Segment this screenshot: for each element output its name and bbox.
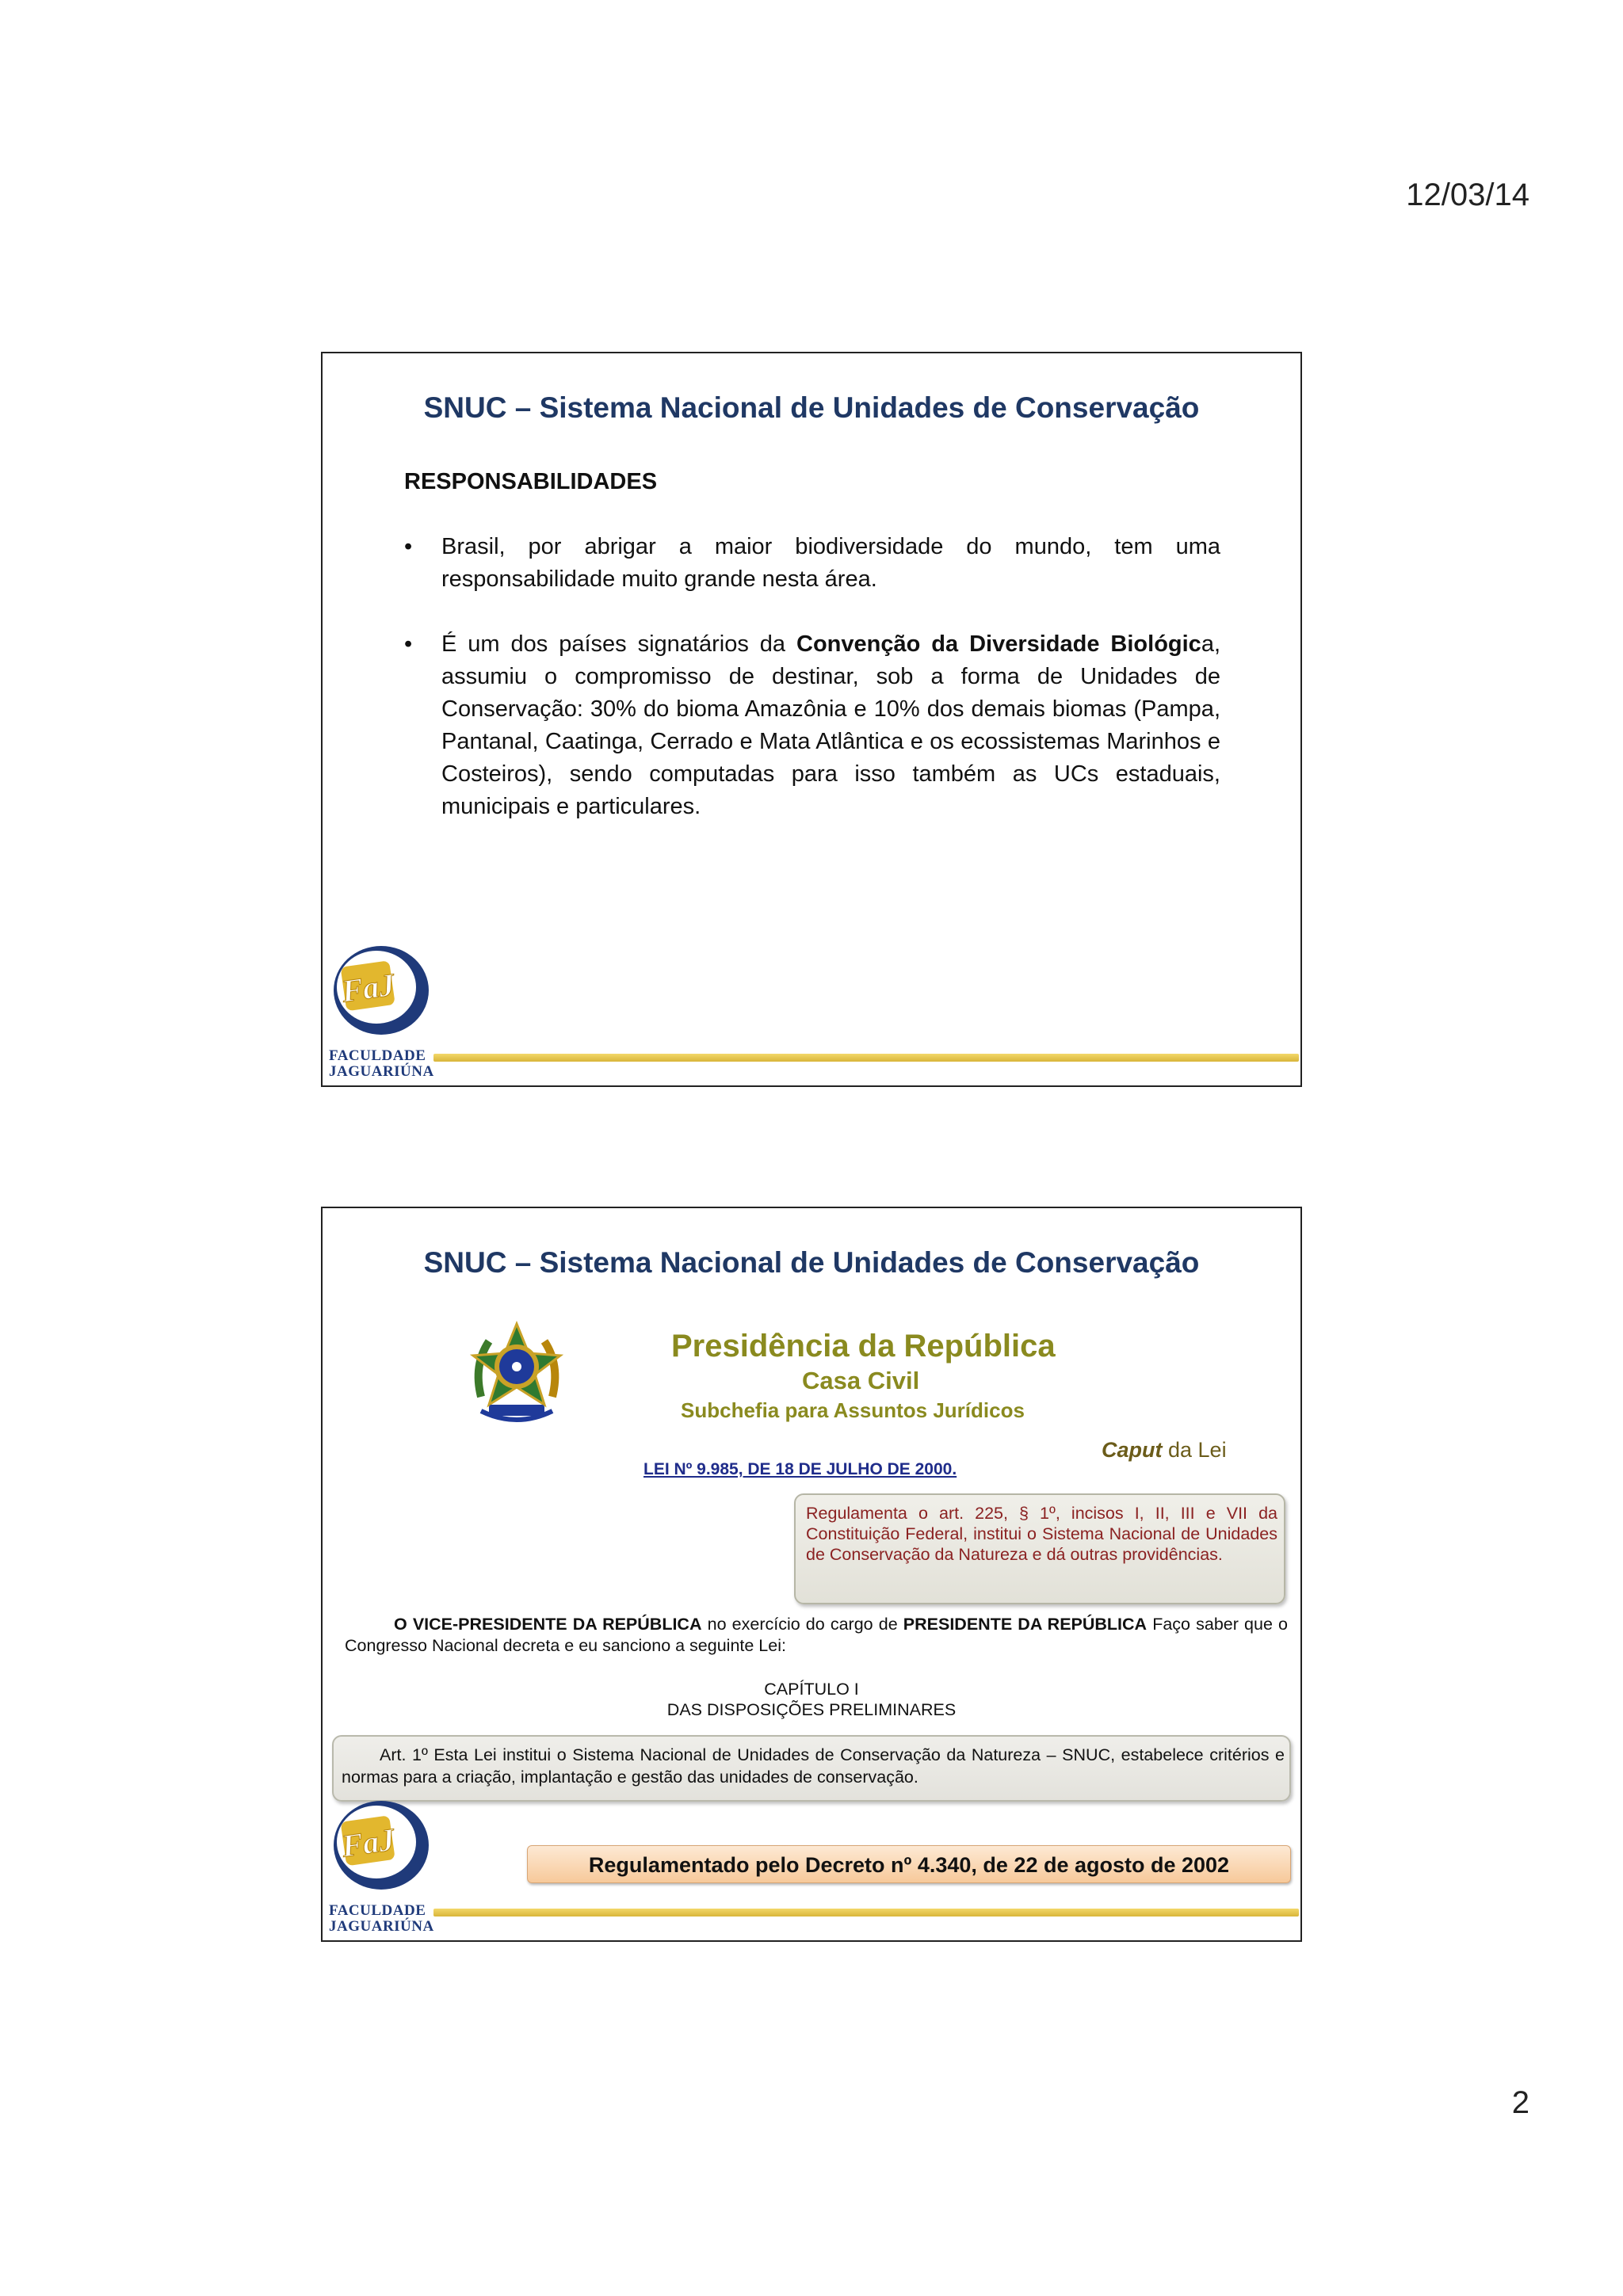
faculdade-logo [326,1796,433,1939]
bullet-icon: • [404,631,413,657]
bullet-text-pre: É um dos países signatários da [441,631,797,657]
logo-text-line2: JAGUARIÚNA [329,1063,434,1080]
decreto-text: Regulamentado pelo Decreto nº 4.340, de 22 de agosto de 2002 [588,1853,1230,1877]
faculdade-logo [326,941,433,1084]
vice-bold-1: O VICE-PRESIDENTE DA REPÚBLICA [394,1615,702,1634]
coat-of-arms-icon [465,1318,568,1428]
subchefia: Subchefia para Assuntos Jurídicos [681,1398,1025,1422]
page-number: 2 [1511,2085,1529,2120]
svg-text:FaJ: FaJ [339,966,397,1009]
bullet-text-bold: Convenção da Diversidade Biológic [796,631,1201,657]
bullet-text-post: a, assumiu o compromisso de destinar, sob a forma de Unidades de Conservação: 30% do bioma Amazônia e 10% dos demais biomas (Pampa, Pantanal, Caatinga, Cerrado e Mata Atlântica e os ecossistemas Marinhos e Costeiros), sendo computadas para isso também as UCs estaduais, municipais e particulares. [441,631,1220,819]
presidencia-title: Presidência da República [671,1329,1056,1363]
capitulo-number: CAPÍTULO I [764,1680,859,1699]
bullet-list [404,531,1220,856]
caput-italic: Caput [1102,1438,1163,1462]
vice-bold-2: PRESIDENTE DA REPÚBLICA [903,1615,1148,1634]
gold-divider [433,1054,1299,1062]
casa-civil: Casa Civil [802,1367,920,1394]
bullet-item [404,531,1220,596]
capitulo-heading [323,1679,1300,1720]
slide-title: SNUC – Sistema Nacional de Unidades de Conservação [423,1246,1200,1279]
lei-link[interactable]: LEI Nº 9.985, DE 18 DE JULHO DE 2000. [643,1460,957,1478]
logo-text-line1: FACULDADE [329,1047,426,1064]
section-heading: RESPONSABILIDADES [404,469,658,494]
logo-text-line2: JAGUARIÚNA [329,1918,434,1935]
slide-title: SNUC – Sistema Nacional de Unidades de Conservação [423,391,1200,424]
header-date: 12/03/14 [1406,177,1529,212]
vice-presidente-paragraph [345,1614,1288,1657]
faj-logo-icon [326,1796,433,1903]
caput-rest: da Lei [1162,1438,1227,1462]
gold-divider [433,1909,1299,1917]
vice-text-1: no exercício do cargo de [701,1615,903,1634]
bullet-text: Brasil, por abrigar a maior biodiversidade do mundo, tem uma responsabilidade muito grande nesta área. [441,534,1220,592]
capitulo-title: DAS DISPOSIÇÕES PRELIMINARES [666,1700,957,1719]
bullet-icon: • [404,534,413,559]
caput-label [1102,1438,1227,1463]
regulamenta-text: Regulamenta o art. 225, § 1º, incisos I, II, III e VII da Constituição Federal, institui o Sistema Nacional de Unidades de Conservação da Natureza e dá outras providências. [806,1504,1277,1564]
slide-2 [321,1207,1302,1942]
logo-text-line1: FACULDADE [329,1902,426,1919]
svg-text:FaJ: FaJ [339,1821,397,1864]
slide-1 [321,352,1302,1087]
vice-text-2: Faço saber que o Congresso Nacional decreta e eu sanciono a seguinte Lei: [345,1615,1288,1655]
art1-text: Art. 1º Esta Lei institui o Sistema Nacional de Unidades de Conservação da Natureza – SNUC, estabelece critérios e normas para a criação, implantação e gestão das unidades de conservação. [342,1745,1285,1787]
bullet-item [404,628,1220,823]
faj-logo-icon [326,941,433,1048]
